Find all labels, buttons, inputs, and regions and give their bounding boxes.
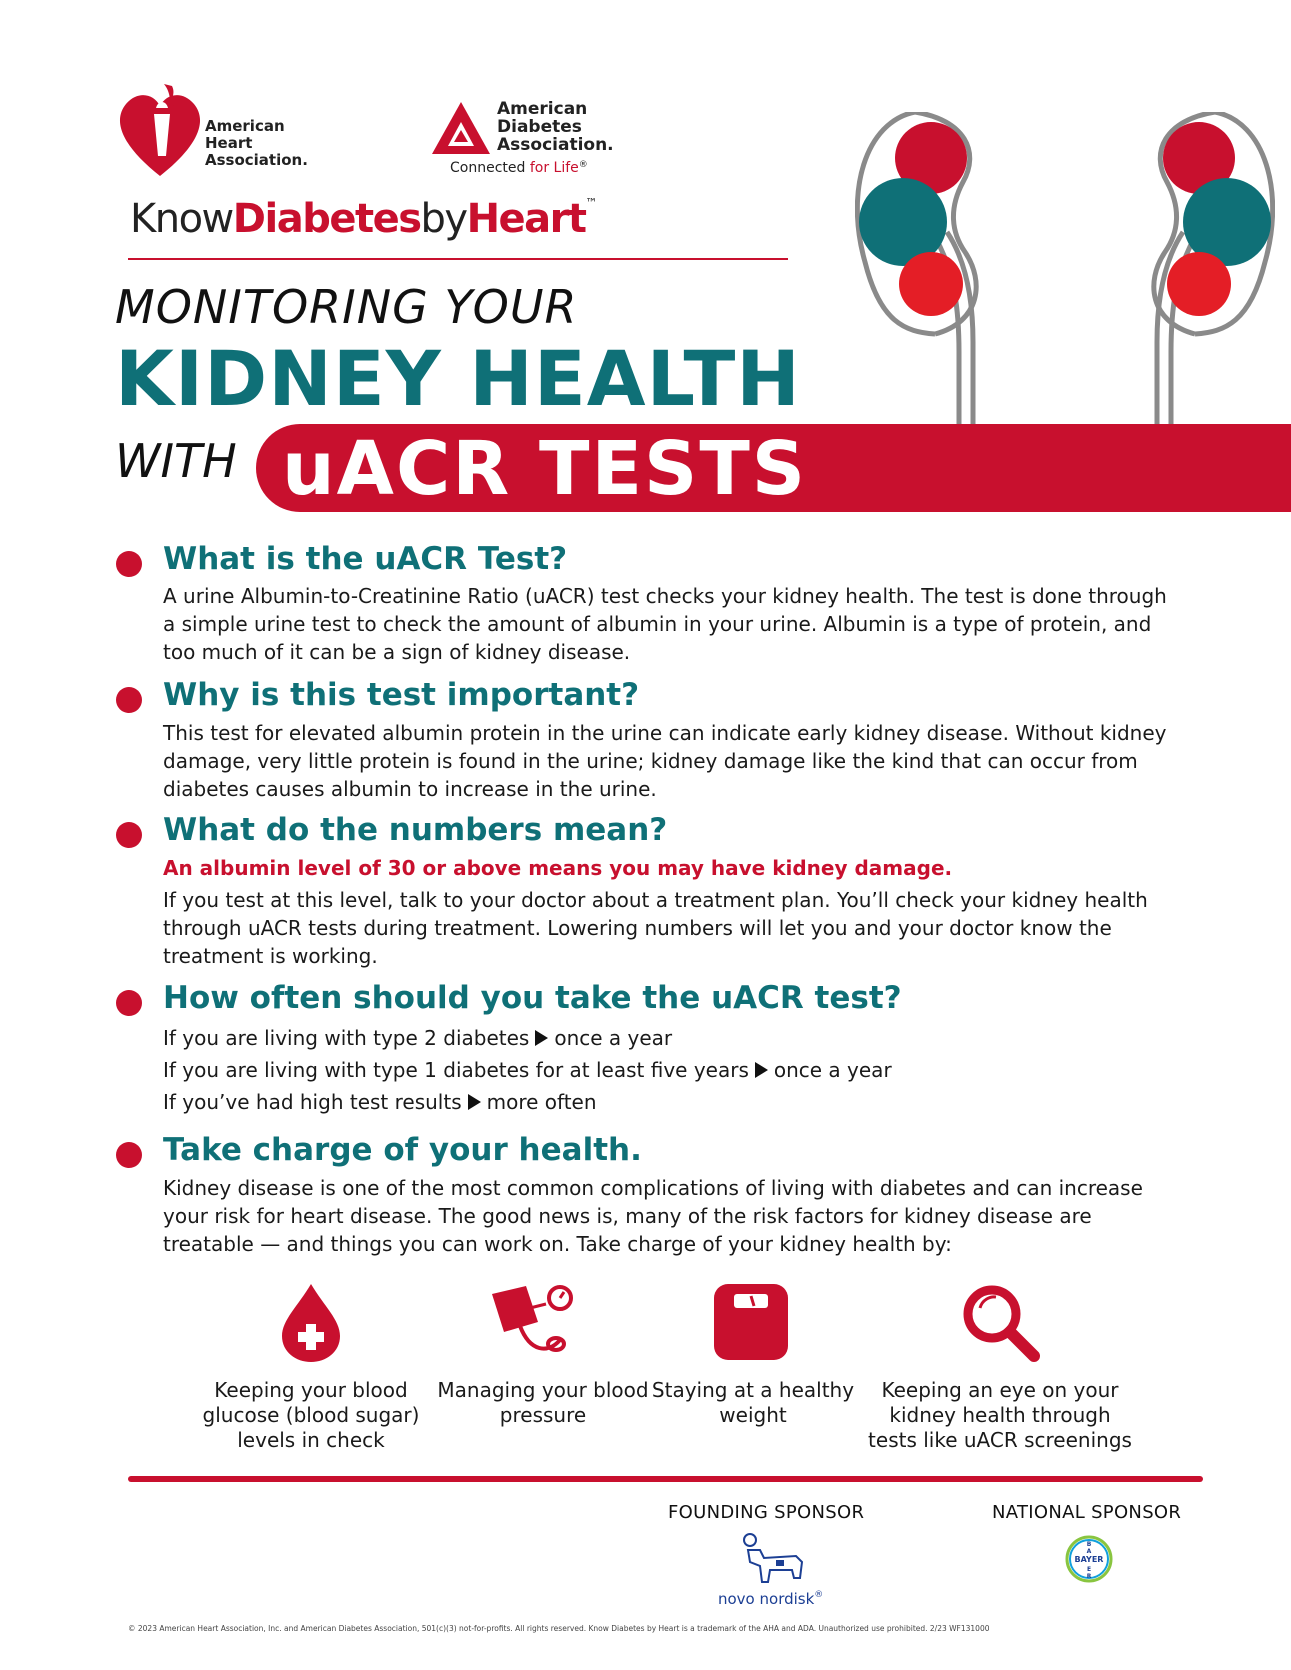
title-line-4: uACR TESTS [282, 426, 808, 512]
program-prefix: Know [130, 196, 233, 242]
frequency-value: once a year [554, 1026, 673, 1050]
blood-pressure-cuff-icon [486, 1282, 576, 1362]
ada-tagline-prefix: Connected [450, 160, 530, 176]
section-heading: What is the uACR Test? [163, 541, 568, 577]
section-heading: Take charge of your health. [163, 1132, 642, 1168]
title-line-2: KIDNEY HEALTH [115, 334, 801, 423]
section-heading: How often should you take the uACR test? [163, 980, 902, 1016]
section-bullet [116, 990, 142, 1016]
scale-icon [706, 1282, 796, 1362]
section-heading: What do the numbers mean? [163, 812, 668, 848]
program-bold2: Heart [466, 196, 586, 242]
footer-divider [128, 1476, 1203, 1482]
novo-nordisk-mark: ® [814, 1590, 824, 1600]
action-caption: Keeping an eye on your kidney health through tests like uACR screenings [868, 1378, 1132, 1452]
frequency-condition: If you are living with type 1 diabetes for at least five years [163, 1058, 749, 1082]
frequency-condition: If you are living with type 2 diabetes [163, 1026, 530, 1050]
magnifying-glass-icon [956, 1282, 1046, 1362]
svg-text:E: E [1086, 1566, 1092, 1573]
ada-wordmark-line: Association. [497, 135, 614, 155]
title-line-3: WITH [115, 434, 237, 488]
frequency-item [163, 1058, 892, 1082]
ada-wordmark-line: American [497, 99, 588, 119]
ada-tagline [450, 160, 588, 176]
ada-tagline-accent: for Life [529, 160, 579, 176]
section-body: If you test at this level, talk to your doctor about a treatment plan. You’ll check your kidney health through uACR tests during treatment. Lowering numbers will let you and your doctor know the treatment is working. [163, 888, 1148, 968]
frequency-condition: If you’ve had high test results [163, 1090, 462, 1114]
svg-text:B: B [1086, 1541, 1092, 1548]
header-divider [128, 258, 788, 260]
aha-wordmark-line: American [205, 117, 285, 135]
blood-drop-icon [266, 1282, 356, 1362]
section-heading: Why is this test important? [163, 677, 640, 713]
frequency-value: once a year [773, 1058, 892, 1082]
ada-wordmark-line: Diabetes [497, 117, 582, 137]
aha-wordmark-line: Heart [205, 134, 253, 152]
copyright-notice: © 2023 American Heart Association, Inc. and American Diabetes Association, 501(c)(3) not-for-profits. All rights reserved. Know Diabetes by Heart is a trademark of the AHA and ADA. Unauthorized use prohibited. 2/23 WF131000 [128, 1624, 990, 1633]
aha-wordmark [205, 118, 308, 169]
novo-nordisk-apis-bull-logo [736, 1528, 816, 1588]
svg-text:A: A [1086, 1548, 1092, 1555]
program-mark: ™ [585, 196, 597, 210]
section-body: This test for elevated albumin protein in the urine can indicate early kidney disease. Without kidney damage, very little protein is found in the urine; kidney damage like the kind that can occur from diabetes causes albumin to increase in the urine. [163, 721, 1167, 801]
novo-nordisk-name: novo nordisk [718, 1590, 815, 1608]
action-caption: Managing your blood pressure [437, 1378, 649, 1427]
section-body: A urine Albumin-to-Creatinine Ratio (uACR) test checks your kidney health. The test is done through a simple urine test to check the amount of albumin in your urine. Albumin is a type of protein, and too much of it can be a sign of kidney disease. [163, 584, 1167, 664]
action-caption: Staying at a healthy weight [651, 1378, 855, 1427]
section-bullet [116, 1142, 142, 1168]
frequency-value: more often [486, 1090, 597, 1114]
play-arrow-icon [755, 1062, 768, 1078]
frequency-item [163, 1090, 597, 1114]
bayer-wordmark: BAYER [1074, 1555, 1104, 1564]
bayer-cross-logo [1064, 1534, 1114, 1584]
frequency-item [163, 1026, 672, 1050]
play-arrow-icon [535, 1030, 548, 1046]
aha-wordmark-line: Association. [205, 151, 308, 169]
section-bullet [116, 822, 142, 848]
national-sponsor-label: NATIONAL SPONSOR [992, 1502, 1182, 1523]
section-bullet [116, 687, 142, 713]
ada-tagline-mark: ® [578, 160, 588, 170]
program-mid: by [420, 196, 467, 242]
ada-wordmark [497, 100, 614, 154]
program-wordmark [130, 196, 596, 242]
novo-nordisk-wordmark [718, 1590, 823, 1608]
action-caption: Keeping your blood glucose (blood sugar) levels in check [202, 1378, 420, 1452]
founding-sponsor-label: FOUNDING SPONSOR [668, 1502, 865, 1523]
play-arrow-icon [468, 1094, 481, 1110]
svg-text:R: R [1086, 1573, 1092, 1580]
program-bold: Diabetes [232, 196, 421, 242]
section-highlight: An albumin level of 30 or above means you may have kidney damage. [163, 856, 953, 880]
section-bullet [116, 551, 142, 577]
title-line-1: MONITORING YOUR [115, 280, 578, 334]
section-body: Kidney disease is one of the most common complications of living with diabetes and can increase your risk for heart disease. The good news is, many of the risk factors for kidney disease are treatable — and things you can work on. Take charge of your kidney health by: [163, 1176, 1143, 1256]
ada-triangle-logo [430, 100, 492, 156]
